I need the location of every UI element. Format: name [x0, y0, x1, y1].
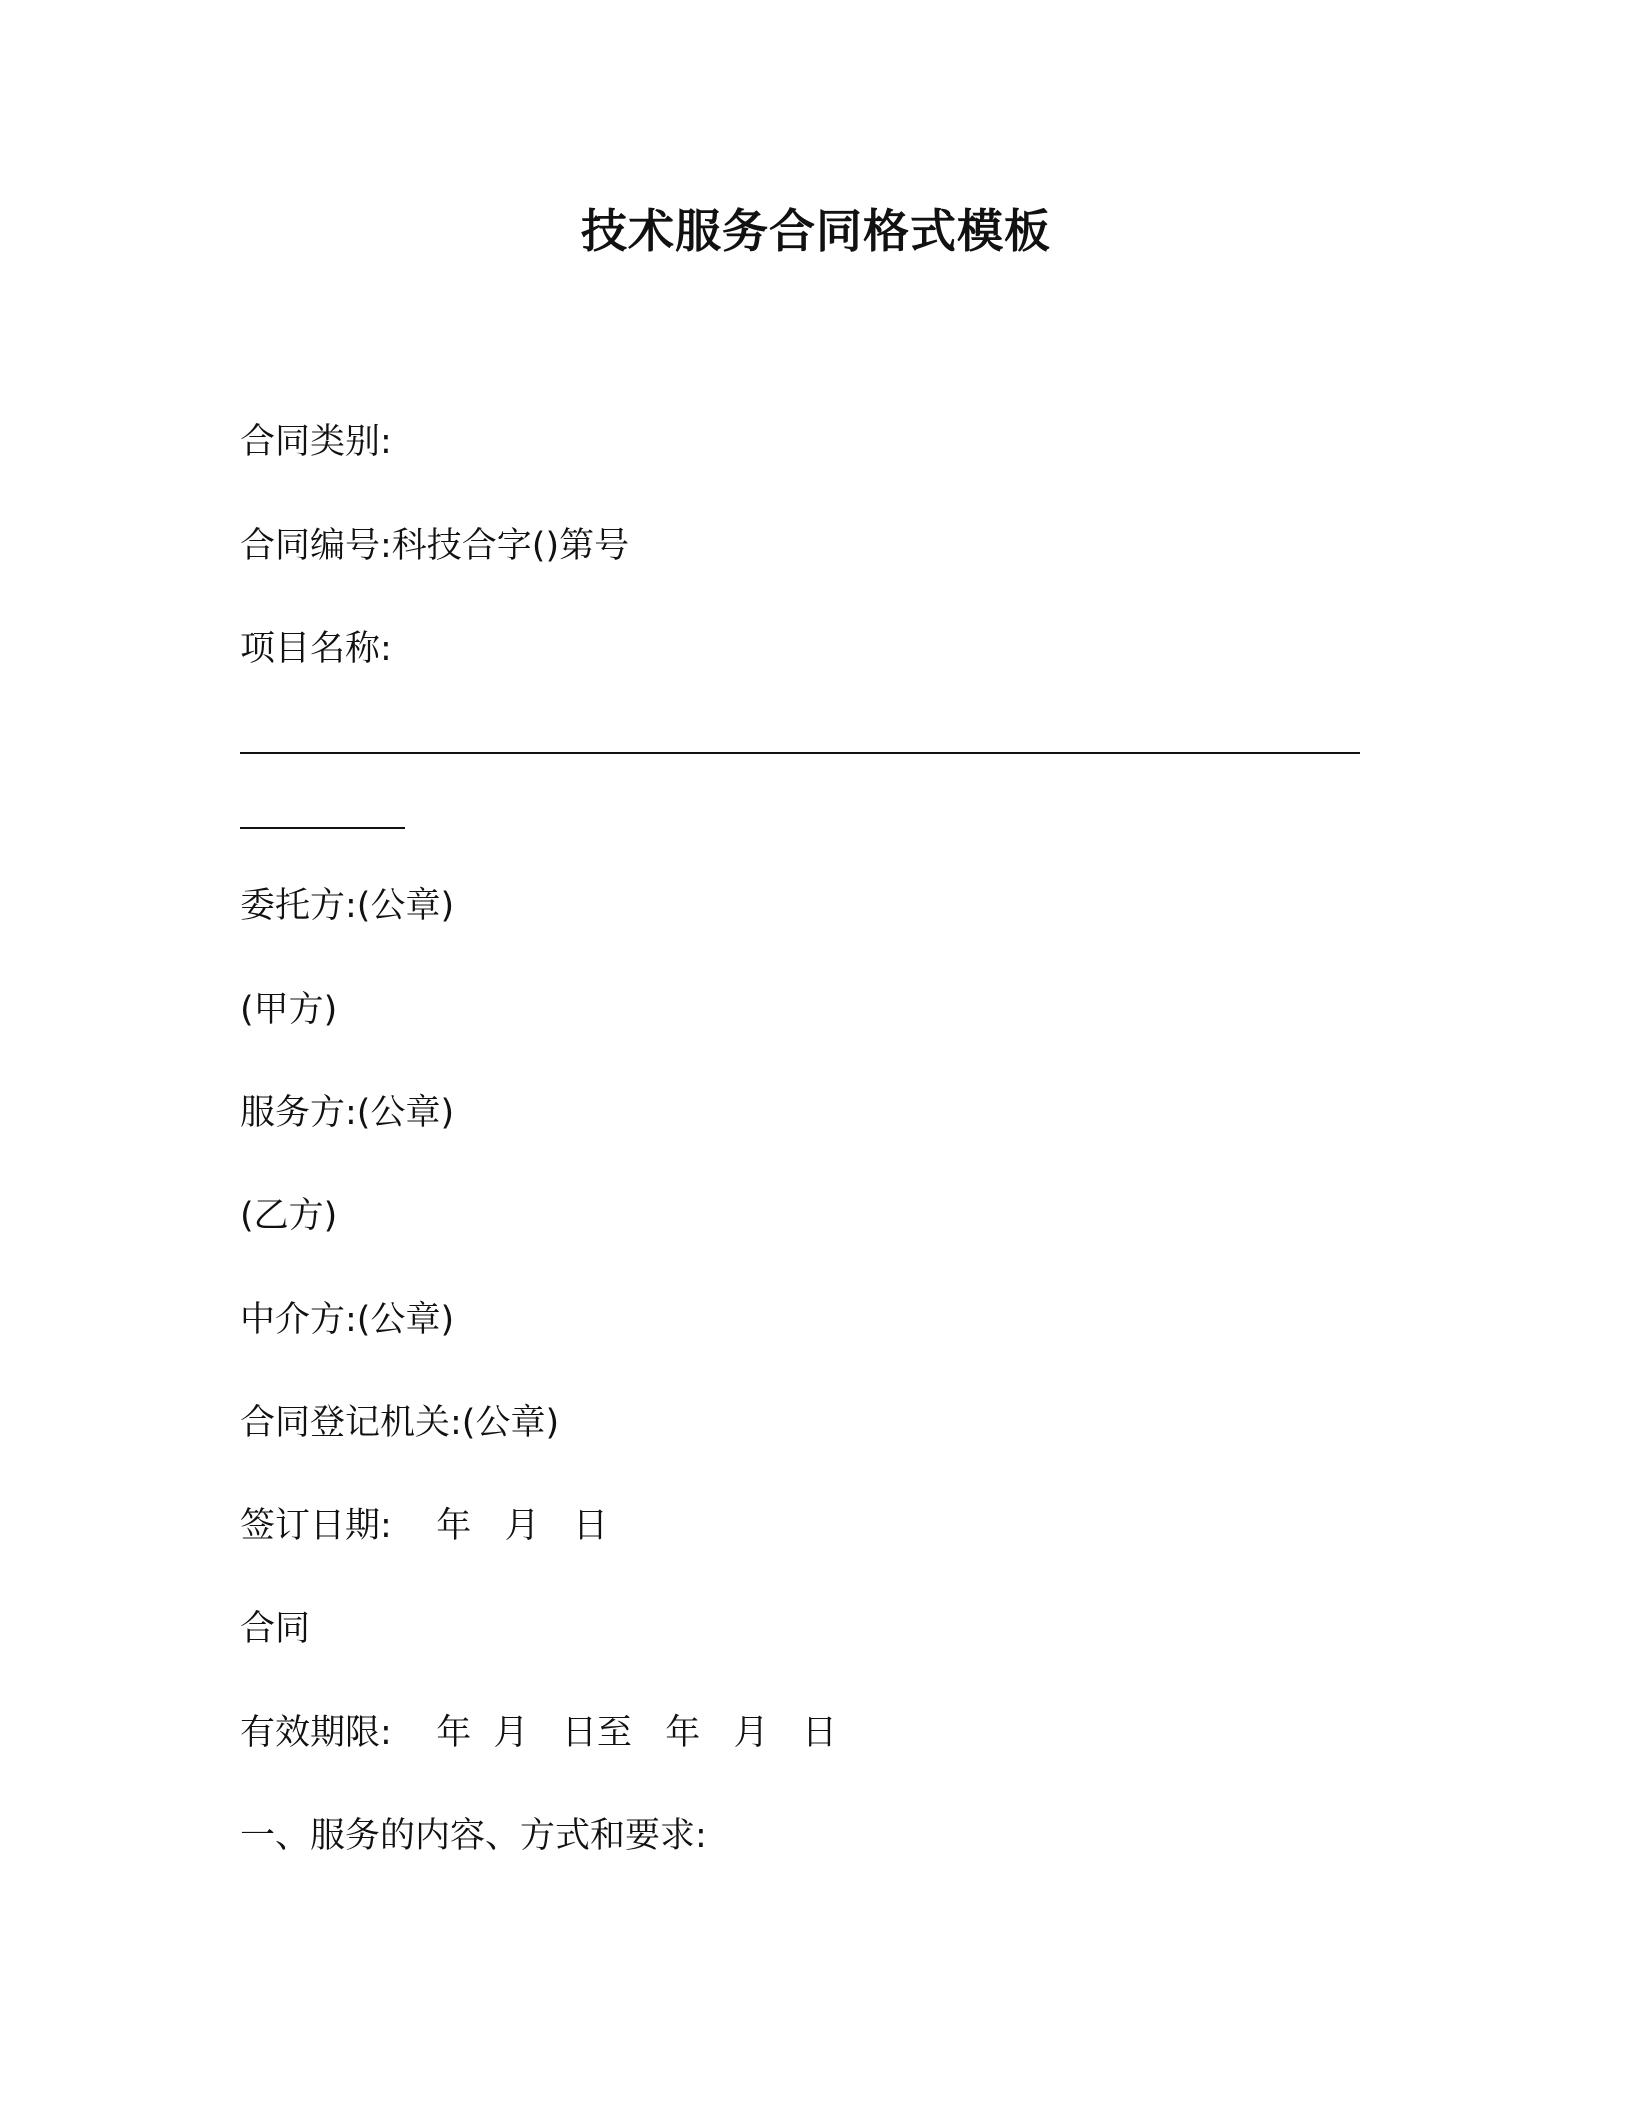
document-title: 技术服务合同格式模板 — [581, 204, 1051, 258]
intermediary-label: 中介方:(公章) — [240, 1300, 455, 1340]
service-provider-label: 服务方:(公章) — [240, 1093, 455, 1133]
contract-word: 合同 — [240, 1609, 311, 1649]
contract-category-label: 合同类别: — [240, 422, 392, 462]
party-a-label: (甲方) — [240, 990, 338, 1030]
contract-number-label: 合同编号:科技合字()第号 — [240, 526, 630, 566]
section-one-heading: 一、服务的内容、方式和要求: — [240, 1816, 707, 1856]
signing-date-label: 签订日期: 年 月 日 — [240, 1506, 609, 1546]
registration-authority-label: 合同登记机关:(公章) — [240, 1403, 560, 1443]
project-name-fill-line-continued — [240, 827, 405, 829]
party-b-label: (乙方) — [240, 1196, 338, 1236]
project-name-label: 项目名称: — [240, 629, 392, 669]
client-label: 委托方:(公章) — [240, 886, 455, 926]
validity-period-label: 有效期限: 年 月 日至 年 月 日 — [240, 1713, 838, 1753]
project-name-fill-line — [240, 752, 1360, 754]
